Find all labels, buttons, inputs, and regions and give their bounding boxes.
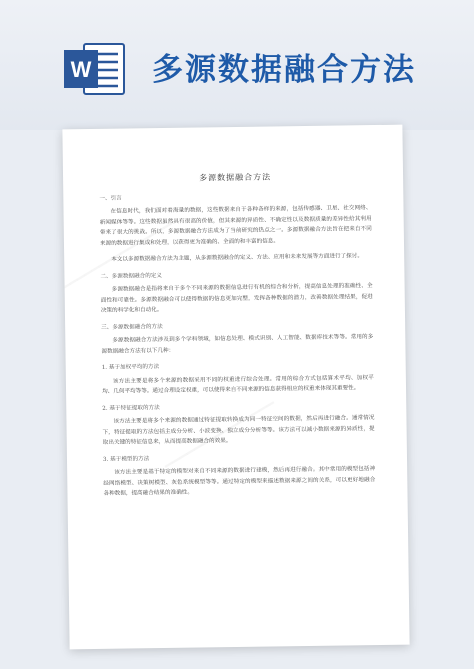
banner [0, 0, 474, 130]
section-heading: 一、引言 [99, 195, 122, 202]
section-heading: 2. 基于特征提取的方法 [102, 404, 160, 412]
paragraph: 多源数据融合是指将来自于多个不同来源的数据信息进行有机的综合和分析，提高信息处理的准确性、全面性和可靠性。多源数据融合可以使得数据的信息更加完整，发挥各种数据的潜力，改善数据处理结果，促进决策的科学化和自动化。 [100, 283, 373, 314]
paragraph: 该方法主要是基于特定的模型对来自不同来源的数据进行建模，然后再进行融合。其中常用的模型包括神经网络模型、决策树模型、灰色系统模型等等。通过特定的模型来描述数据来源之间的关系，可以更好地融合各种数据，提高融合结果的准确性。 [103, 466, 376, 497]
word-doc-icon [62, 40, 128, 98]
paragraph: 在信息时代，我们面对着海量的数据，这些数据来自于各种各样的来源，包括传感器、卫星、社交网络、新闻媒体等等。这些数据虽然具有很高的价值，但其来源的异质性、不确定性以及数据质量的差异性给其利用带来了很大的挑战。所以，多源数据融合方法成为了当前研究的热点之一。多源数据融合方法旨在把来自不同来源的数据进行集成和处理，以获得更为准确的、全面的和丰富的信息。 [99, 205, 372, 247]
document-page [62, 125, 409, 650]
paragraph: 该方法主要是将多个来源的数据采用不同的权重进行综合处理。常用的综合方式包括算术平均、加权平均、几何平均等等。通过合理设定权重，可以使得来自不同来源的信息获得相应的权重来体现其重要性。 [102, 374, 374, 395]
section-heading: 3. 基于模型的方法 [102, 455, 150, 463]
paragraph: 多源数据融合方法涉及到多个学科领域，如信息处理、模式识别、人工智能、数据库技术等等。常用的多源数据融合方法有以下几种： [101, 334, 374, 355]
section-heading: 三、多源数据融合的方法 [101, 323, 163, 331]
paragraph: 本文以多源数据融合方法为主题，从多源数据融合的定义、方法、应用和未来发展等方面进行了探讨。 [111, 253, 363, 263]
document-body [99, 171, 376, 505]
paragraph: 该方法主要是将多个来源的数据通过特征提取转换成为同一特征空间的数据，然后再进行融合。通常情况下，特征提取的方法包括主成分分析、小波变换、独立成分分析等等。该方法可以减小数据来源的异质性，提取出关键的特征信息来，从而提高数据融合的效果。 [102, 415, 375, 446]
banner-title: 多源数据融合方法 [152, 52, 416, 88]
document-title: 多源数据融合方法 [199, 172, 272, 183]
svg-text:W: W [70, 57, 92, 82]
section-heading: 1. 基于加权平均的方法 [101, 364, 160, 371]
section-heading: 二、多源数据融合的定义 [100, 272, 163, 280]
